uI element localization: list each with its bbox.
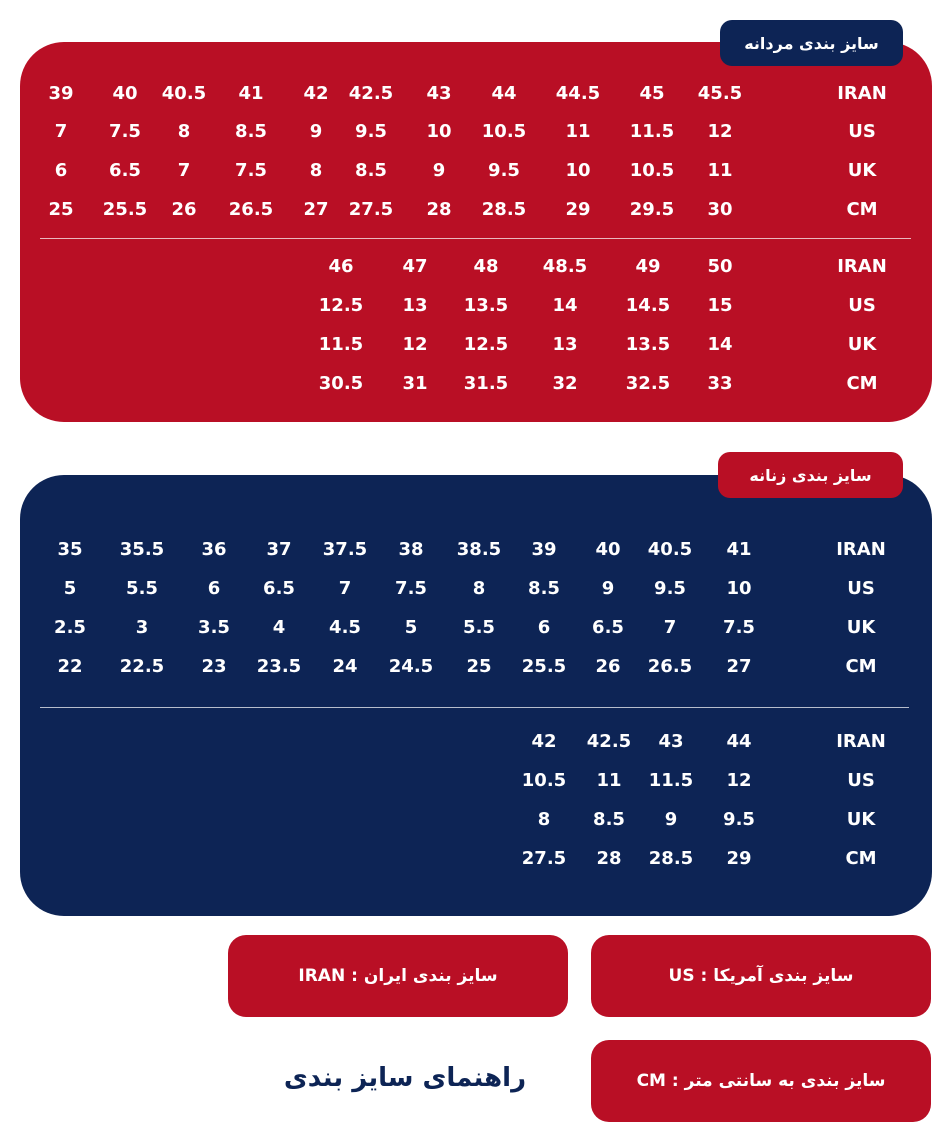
women-table1-cell-uk: 2.5 xyxy=(54,617,86,638)
men-size-title: سایز بندی مردانه xyxy=(720,20,903,66)
women-table1-cell-us: 7 xyxy=(338,578,352,599)
men-table1-cell-cm: 28.5 xyxy=(481,199,527,220)
legend-iran-code: IRAN xyxy=(298,966,346,986)
men-table1-cell-cm: 25.5 xyxy=(102,199,148,220)
men-table1-cell-iran: 39 xyxy=(48,83,74,104)
women-table1-cell-cm: 27 xyxy=(726,656,752,677)
women-table1-cell-us: 7.5 xyxy=(395,578,427,599)
legend-cm-text: سایز بندی به سانتی متر xyxy=(684,1071,886,1091)
men-table1-cell-iran: 44.5 xyxy=(555,83,601,104)
men-table1-cell-us: 8 xyxy=(177,121,191,142)
women-table2-cell-us: 11.5 xyxy=(648,770,694,791)
women-table1-cell-us: 10 xyxy=(726,578,752,599)
men-table1-cell-uk: 9 xyxy=(432,160,446,181)
men-table1-cell-us: 11.5 xyxy=(629,121,675,142)
legend-iran-box xyxy=(228,935,568,1017)
men-table1-cell-uk: 7.5 xyxy=(235,160,267,181)
men-table1-cell-cm: 29.5 xyxy=(629,199,675,220)
men-table2-label-iran: IRAN xyxy=(837,256,887,277)
men-table1-cell-uk: 8 xyxy=(309,160,323,181)
women-table1-cell-iran: 36 xyxy=(201,539,227,560)
women-table1-cell-iran: 35.5 xyxy=(119,539,165,560)
men-table1-cell-us: 9 xyxy=(309,121,323,142)
men-table1-cell-us: 7 xyxy=(54,121,68,142)
men-table1-cell-iran: 43 xyxy=(426,83,452,104)
women-table1-cell-uk: 4.5 xyxy=(329,617,361,638)
men-table2-cell-us: 14.5 xyxy=(625,295,671,316)
men-table2-cell-us: 13 xyxy=(402,295,428,316)
women-table1-label-cm: CM xyxy=(845,656,877,677)
size-guide-title: راهنمای سایز بندی xyxy=(283,1063,527,1093)
men-table1-cell-iran: 40.5 xyxy=(161,83,207,104)
men-table2-cell-uk: 11.5 xyxy=(318,334,364,355)
women-table1-cell-cm: 23.5 xyxy=(256,656,302,677)
men-table1-cell-cm: 25 xyxy=(48,199,74,220)
women-table1-cell-iran: 39 xyxy=(531,539,557,560)
women-table1-cell-iran: 41 xyxy=(726,539,752,560)
women-table1-cell-uk: 5 xyxy=(404,617,418,638)
men-table2-cell-iran: 46 xyxy=(328,256,354,277)
men-table1-cell-uk: 11 xyxy=(707,160,733,181)
women-table1-cell-uk: 3.5 xyxy=(198,617,230,638)
men-table2-cell-cm: 30.5 xyxy=(318,373,364,394)
men-table2-cell-cm: 31 xyxy=(402,373,428,394)
women-table1-label-us: US xyxy=(847,578,875,599)
men-table1-cell-us: 8.5 xyxy=(235,121,267,142)
women-table2-label-iran: IRAN xyxy=(836,731,886,752)
men-table1-cell-cm: 26.5 xyxy=(228,199,274,220)
men-table2-cell-uk: 12 xyxy=(402,334,428,355)
men-table2-label-uk: UK xyxy=(847,334,877,355)
women-table1-cell-cm: 22.5 xyxy=(119,656,165,677)
men-table1-cell-iran: 42 xyxy=(303,83,329,104)
men-table1-cell-iran: 42.5 xyxy=(348,83,394,104)
women-table1-cell-us: 6.5 xyxy=(263,578,295,599)
women-table1-cell-us: 9.5 xyxy=(654,578,686,599)
women-table1-cell-us: 9 xyxy=(601,578,615,599)
women-table1-cell-cm: 25 xyxy=(466,656,492,677)
women-table1-cell-uk: 3 xyxy=(135,617,149,638)
women-table1-cell-cm: 26 xyxy=(595,656,621,677)
women-table1-cell-cm: 23 xyxy=(201,656,227,677)
men-table1-cell-uk: 6 xyxy=(54,160,68,181)
men-table1-label-uk: UK xyxy=(847,160,877,181)
men-table2-cell-uk: 13.5 xyxy=(625,334,671,355)
men-table2-cell-iran: 48 xyxy=(473,256,499,277)
women-table2-cell-uk: 8.5 xyxy=(593,809,625,830)
women-table1-cell-cm: 24 xyxy=(332,656,358,677)
women-table2-label-uk: UK xyxy=(846,809,876,830)
men-table1-label-cm: CM xyxy=(846,199,878,220)
men-table1-cell-uk: 10.5 xyxy=(629,160,675,181)
men-table2-cell-cm: 32 xyxy=(552,373,578,394)
men-table1-cell-cm: 30 xyxy=(707,199,733,220)
women-size-title: سایز بندی زنانه xyxy=(718,452,903,498)
women-table1-cell-uk: 6.5 xyxy=(592,617,624,638)
women-table1-cell-us: 5.5 xyxy=(126,578,158,599)
women-table1-cell-uk: 7 xyxy=(663,617,677,638)
legend-us-separator: : xyxy=(700,966,708,986)
men-table2-label-us: US xyxy=(848,295,876,316)
women-table1-cell-uk: 5.5 xyxy=(463,617,495,638)
men-table2-label-cm: CM xyxy=(846,373,878,394)
women-table2-cell-us: 12 xyxy=(726,770,752,791)
men-table2-cell-us: 12.5 xyxy=(318,295,364,316)
women-table2-cell-cm: 28 xyxy=(596,848,622,869)
men-table1-cell-us: 7.5 xyxy=(109,121,141,142)
women-table2-cell-iran: 44 xyxy=(726,731,752,752)
women-table1-cell-uk: 6 xyxy=(537,617,551,638)
women-table2-cell-iran: 42.5 xyxy=(586,731,632,752)
women-table1-cell-iran: 37.5 xyxy=(322,539,368,560)
women-table1-cell-uk: 4 xyxy=(272,617,286,638)
men-table2-cell-us: 15 xyxy=(707,295,733,316)
men-table2-cell-uk: 14 xyxy=(707,334,733,355)
men-table1-cell-us: 9.5 xyxy=(355,121,387,142)
women-table1-label-iran: IRAN xyxy=(836,539,886,560)
men-table1-cell-iran: 44 xyxy=(491,83,517,104)
legend-us-text: سایز بندی آمریکا xyxy=(713,966,854,986)
men-table1-cell-cm: 27.5 xyxy=(348,199,394,220)
men-table2-cell-cm: 32.5 xyxy=(625,373,671,394)
men-table2-cell-us: 13.5 xyxy=(463,295,509,316)
women-table2-cell-iran: 42 xyxy=(531,731,557,752)
women-table1-cell-cm: 22 xyxy=(57,656,83,677)
men-table1-cell-cm: 29 xyxy=(565,199,591,220)
legend-iran-separator: : xyxy=(351,966,358,986)
men-table1-cell-uk: 6.5 xyxy=(109,160,141,181)
women-table1-cell-iran: 38 xyxy=(398,539,424,560)
men-table2-cell-iran: 47 xyxy=(402,256,428,277)
women-table1-cell-iran: 35 xyxy=(57,539,83,560)
women-table2-cell-cm: 29 xyxy=(726,848,752,869)
men-table1-cell-iran: 45 xyxy=(639,83,665,104)
women-table1-cell-uk: 7.5 xyxy=(723,617,755,638)
women-table1-cell-us: 8 xyxy=(472,578,486,599)
women-table1-cell-us: 5 xyxy=(63,578,77,599)
men-divider xyxy=(40,238,911,239)
women-table1-cell-iran: 40 xyxy=(595,539,621,560)
women-table2-cell-cm: 28.5 xyxy=(648,848,694,869)
women-table2-cell-iran: 43 xyxy=(658,731,684,752)
women-table2-cell-uk: 9 xyxy=(664,809,678,830)
women-table1-cell-cm: 24.5 xyxy=(388,656,434,677)
men-table2-cell-iran: 49 xyxy=(635,256,661,277)
women-table2-cell-uk: 9.5 xyxy=(723,809,755,830)
legend-cm-box xyxy=(591,1040,931,1122)
men-table2-cell-us: 14 xyxy=(552,295,578,316)
men-table1-cell-iran: 41 xyxy=(238,83,264,104)
men-table2-cell-uk: 12.5 xyxy=(463,334,509,355)
women-table1-cell-iran: 40.5 xyxy=(647,539,693,560)
women-table2-cell-cm: 27.5 xyxy=(521,848,567,869)
men-table1-cell-cm: 28 xyxy=(426,199,452,220)
women-table2-cell-uk: 8 xyxy=(537,809,551,830)
men-table2-cell-cm: 31.5 xyxy=(463,373,509,394)
men-table1-cell-uk: 7 xyxy=(177,160,191,181)
men-table2-cell-uk: 13 xyxy=(552,334,578,355)
men-table1-cell-us: 12 xyxy=(707,121,733,142)
men-table2-cell-cm: 33 xyxy=(707,373,733,394)
men-table1-cell-uk: 8.5 xyxy=(355,160,387,181)
men-table1-cell-us: 10.5 xyxy=(481,121,527,142)
legend-cm-code: CM xyxy=(636,1071,666,1091)
women-table1-cell-us: 8.5 xyxy=(528,578,560,599)
men-table1-cell-us: 10 xyxy=(426,121,452,142)
men-table1-cell-uk: 9.5 xyxy=(488,160,520,181)
women-table1-cell-iran: 38.5 xyxy=(456,539,502,560)
women-table2-cell-us: 11 xyxy=(596,770,622,791)
women-table2-label-us: US xyxy=(847,770,875,791)
women-table1-cell-cm: 25.5 xyxy=(521,656,567,677)
men-table1-cell-iran: 45.5 xyxy=(697,83,743,104)
women-table1-cell-iran: 37 xyxy=(266,539,292,560)
women-table2-cell-us: 10.5 xyxy=(521,770,567,791)
men-table1-cell-cm: 27 xyxy=(303,199,329,220)
legend-cm-separator: : xyxy=(671,1071,679,1091)
women-table1-cell-cm: 26.5 xyxy=(647,656,693,677)
men-table2-cell-iran: 50 xyxy=(707,256,733,277)
men-table2-cell-iran: 48.5 xyxy=(542,256,588,277)
men-table1-cell-uk: 10 xyxy=(565,160,591,181)
men-table1-cell-cm: 26 xyxy=(171,199,197,220)
men-table1-label-us: US xyxy=(848,121,876,142)
women-table1-cell-us: 6 xyxy=(207,578,221,599)
legend-us-code: US xyxy=(668,966,695,986)
men-table1-label-iran: IRAN xyxy=(837,83,887,104)
men-table1-cell-iran: 40 xyxy=(112,83,138,104)
women-table2-label-cm: CM xyxy=(845,848,877,869)
legend-iran-text: سایز بندی ایران xyxy=(363,966,498,986)
women-divider xyxy=(40,707,909,708)
legend-us-box xyxy=(591,935,931,1017)
men-table1-cell-us: 11 xyxy=(565,121,591,142)
women-table1-label-uk: UK xyxy=(846,617,876,638)
